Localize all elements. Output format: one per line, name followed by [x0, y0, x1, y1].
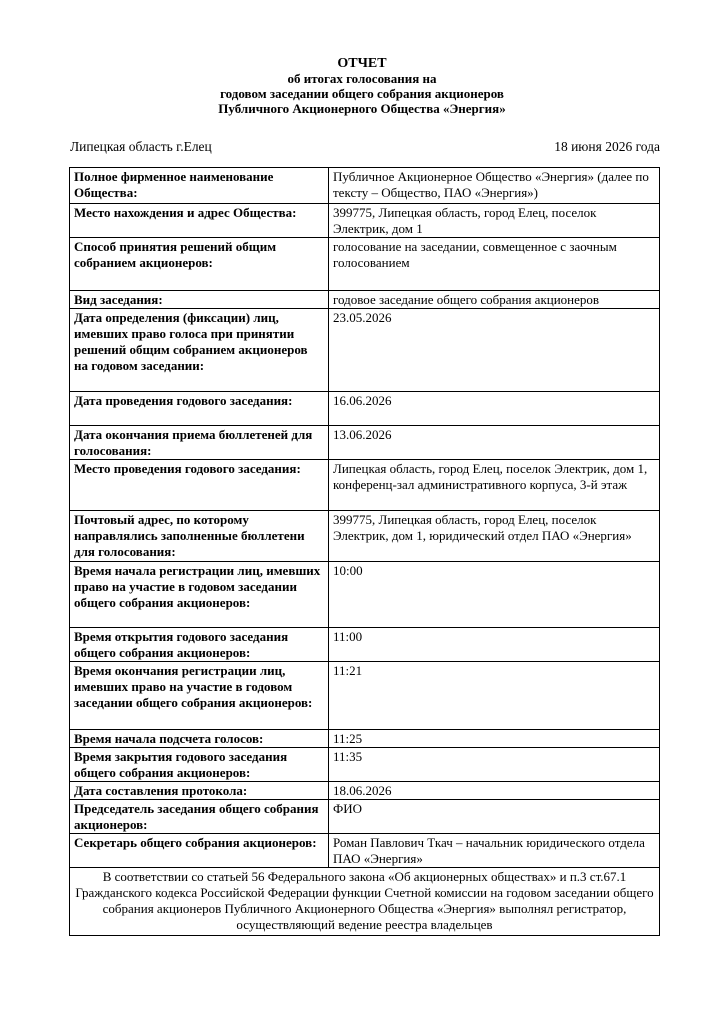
row-label: Дата проведения годового заседания:: [70, 392, 329, 426]
row-value: 399775, Липецкая область, город Елец, поселок Электрик, дом 1: [329, 204, 660, 238]
document-subtitle-line-2: годовом заседании общего собрания акционеров: [220, 86, 504, 101]
table-row: [70, 238, 660, 291]
row-value: 16.06.2026: [329, 392, 660, 426]
table-row: [70, 782, 660, 800]
row-label: Время начала регистрации лиц, имевших право на участие в годовом заседании общего собрания акционеров:: [70, 562, 329, 628]
table-row: [70, 309, 660, 392]
row-label: Полное фирменное наименование Общества:: [70, 168, 329, 204]
document-title: ОТЧЕТ: [337, 56, 387, 71]
row-value: голосование на заседании, совмещенное с заочным голосованием: [329, 238, 660, 291]
row-label: Время закрытия годового заседания общего собрания акционеров:: [70, 748, 329, 782]
row-label: Время окончания регистрации лиц, имевших право на участие в годовом заседании общего собрания акционеров:: [70, 662, 329, 730]
row-value: 11:21: [329, 662, 660, 730]
row-value: Роман Павлович Ткач – начальник юридического отдела ПАО «Энергия»: [329, 834, 660, 868]
table-row: [70, 511, 660, 562]
table-row: [70, 426, 660, 460]
row-value: Липецкая область, город Елец, поселок Электрик, дом 1, конференц-зал административного корпуса, 3-й этаж: [329, 460, 660, 511]
row-value: 399775, Липецкая область, город Елец, поселок Электрик, дом 1, юридический отдел ПАО «Энергия»: [329, 511, 660, 562]
row-value: 23.05.2026: [329, 309, 660, 392]
table-row: [70, 562, 660, 628]
row-label: Секретарь общего собрания акционеров:: [70, 834, 329, 868]
row-value: годовое заседание общего собрания акционеров: [329, 291, 660, 309]
document-date: 18 июня 2026 года: [554, 139, 660, 154]
row-value: 11:25: [329, 730, 660, 748]
row-value: 11:00: [329, 628, 660, 662]
table-row: [70, 291, 660, 309]
row-label: Дата составления протокола:: [70, 782, 329, 800]
row-label: Время начала подсчета голосов:: [70, 730, 329, 748]
document-subtitle-line-3: Публичного Акционерного Общества «Энергия»: [218, 101, 506, 116]
table-row: [70, 748, 660, 782]
table-row: [70, 460, 660, 511]
row-label: Способ принятия решений общим собранием акционеров:: [70, 238, 329, 291]
table-row: [70, 392, 660, 426]
table-row-note: [70, 868, 660, 936]
row-label: Председатель заседания общего собрания акционеров:: [70, 800, 329, 834]
row-value: 18.06.2026: [329, 782, 660, 800]
table-row: [70, 204, 660, 238]
row-label: Место нахождения и адрес Общества:: [70, 204, 329, 238]
row-label: Время открытия годового заседания общего собрания акционеров:: [70, 628, 329, 662]
row-label: Вид заседания:: [70, 291, 329, 309]
table-row: [70, 834, 660, 868]
row-value: 10:00: [329, 562, 660, 628]
table-row: [70, 628, 660, 662]
document-header: [0, 56, 724, 116]
table-row: [70, 730, 660, 748]
row-value: 13.06.2026: [329, 426, 660, 460]
row-label: Дата определения (фиксации) лиц, имевших право голоса при принятии решений общим собранием акционеров на годовом заседании:: [70, 309, 329, 392]
row-label: Почтовый адрес, по которому направлялись заполненные бюллетени для голосования:: [70, 511, 329, 562]
report-table: [69, 167, 660, 936]
table-row: [70, 168, 660, 204]
table-row: [70, 800, 660, 834]
document-subtitle-line-1: об итогах голосования на: [287, 71, 437, 86]
counting-commission-note: В соответствии со статьей 56 Федерального закона «Об акционерных обществах» и п.3 ст.67.1 Гражданского кодекса Российской Федерации функции Счетной комиссии на годовом заседании общего собрания акционеров Публичного Акционерного Общества «Энергия» выполнял регистратор, осуществляющий ведение реестра владельцев: [70, 868, 660, 936]
row-value: Публичное Акционерное Общество «Энергия» (далее по тексту – Общество, ПАО «Энергия»): [329, 168, 660, 204]
row-label: Дата окончания приема бюллетеней для голосования:: [70, 426, 329, 460]
row-value: ФИО: [329, 800, 660, 834]
document-place: Липецкая область г.Елец: [70, 139, 212, 154]
row-label: Место проведения годового заседания:: [70, 460, 329, 511]
row-value: 11:35: [329, 748, 660, 782]
table-row: [70, 662, 660, 730]
